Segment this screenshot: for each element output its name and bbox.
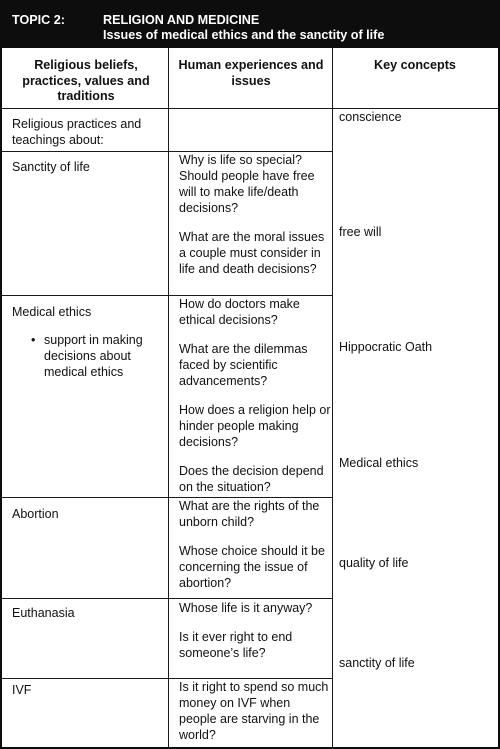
question: Whose life is it anyway? — [179, 601, 313, 615]
bullet-marker: • — [31, 333, 36, 347]
column-divider — [168, 48, 169, 747]
header-rule — [2, 108, 498, 109]
key-concept-sanctity-of-life: sanctity of life — [339, 656, 415, 670]
bullet-text: support in making decisions about medical ethics — [44, 333, 143, 379]
key-concept-quality-of-life: quality of life — [339, 556, 409, 570]
topic-sanctity-of-life: Sanctity of life — [12, 160, 90, 174]
key-concept-medical-ethics: Medical ethics — [339, 456, 419, 470]
question: Why is life so special? Should people have free will to make life/death decisions? — [179, 153, 315, 215]
topic-banner — [0, 0, 500, 48]
question: How does a religion help or hinder people making decisions? — [179, 403, 331, 449]
topic-subtitle: Issues of medical ethics and the sanctity of life — [103, 28, 385, 42]
topic-label: Medical ethics — [12, 305, 92, 319]
issues-medical-ethics — [179, 296, 331, 495]
column-header-issues: Human experiences and issues — [178, 58, 324, 88]
topic-abortion: Abortion — [12, 507, 59, 521]
question: What are the rights of the unborn child? — [179, 499, 320, 529]
syllabus-table — [2, 48, 498, 747]
question: What are the moral issues a couple must consider in life and death decisions? — [179, 230, 325, 276]
topic-title: RELIGION AND MEDICINE — [103, 13, 260, 27]
question: Is it right to spend so much money on IVF when people are starving in the world? — [179, 680, 329, 742]
issues-euthanasia — [179, 600, 331, 661]
column-divider — [332, 48, 333, 747]
topic-ivf: IVF — [12, 683, 32, 697]
question: Is it ever right to end someone’s life? — [179, 630, 293, 660]
column-header-beliefs: Religious beliefs, practices, values and traditions — [22, 58, 150, 104]
question: What are the dilemmas faced by scientific advancements? — [179, 342, 308, 388]
topic-label: TOPIC 2: — [12, 13, 65, 27]
topic-medical-ethics — [12, 304, 162, 380]
topic-euthanasia: Euthanasia — [12, 606, 75, 620]
column-header-concepts: Key concepts — [374, 58, 456, 72]
issues-ivf — [179, 679, 331, 743]
issues-abortion — [179, 498, 331, 591]
question: Whose choice should it be concerning the issue of abortion? — [179, 544, 325, 590]
question: How do doctors make ethical decisions? — [179, 297, 300, 327]
key-concept-free-will: free will — [339, 225, 382, 239]
intro-topic: Religious practices and teachings about: — [12, 117, 142, 147]
list-item — [12, 332, 162, 380]
question: Does the decision depend on the situation? — [179, 464, 324, 494]
key-concept-hippocratic-oath: Hippocratic Oath — [339, 340, 433, 354]
issues-sanctity-of-life — [179, 152, 331, 277]
key-concept-conscience: conscience — [339, 110, 402, 124]
row-rule — [2, 598, 332, 599]
